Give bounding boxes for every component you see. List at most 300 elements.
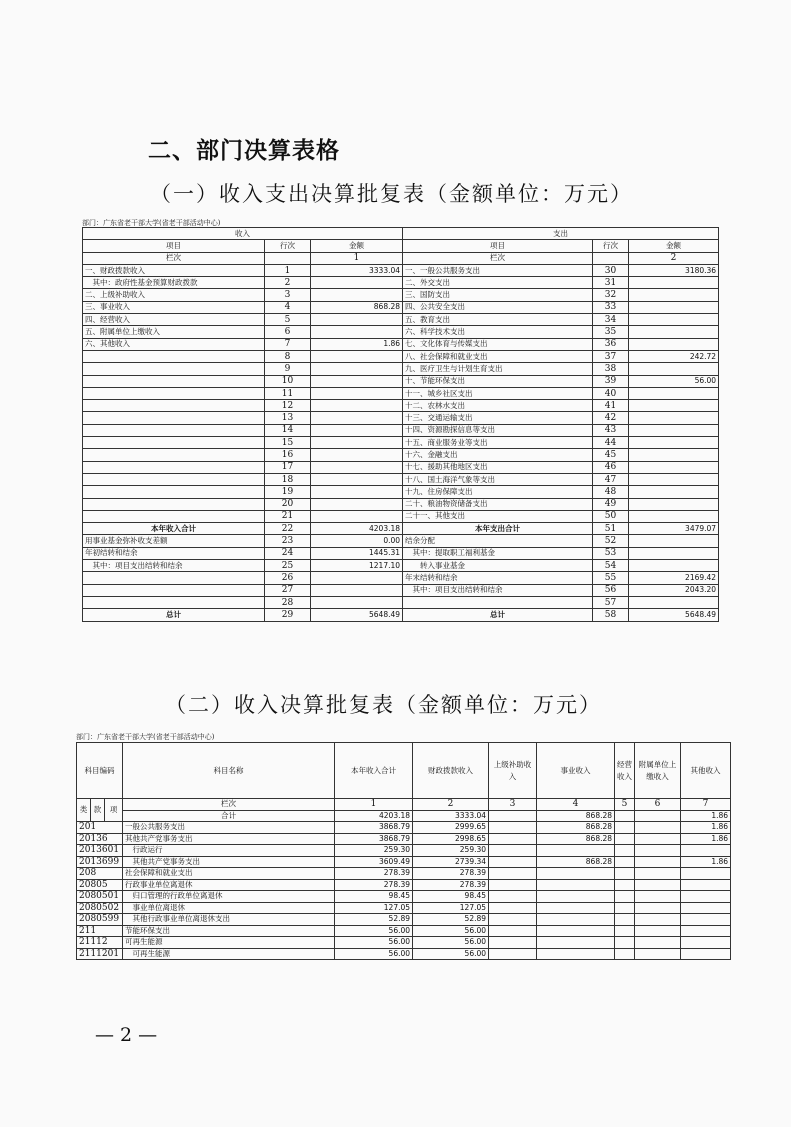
subject-code: 2111201 — [77, 948, 123, 960]
table-cell: 用事业基金弥补收支差额 — [83, 535, 265, 547]
header-subject-code: 科目编码 — [77, 743, 123, 799]
table-cell: 一、财政拨款收入 — [83, 264, 265, 276]
amount-cell — [615, 902, 635, 914]
table-cell — [83, 584, 265, 596]
table-cell: 1445.31 — [311, 547, 403, 559]
table-cell — [311, 363, 403, 375]
table-cell: 27 — [265, 584, 311, 596]
amount-cell — [681, 925, 731, 937]
income-table — [76, 742, 731, 960]
subject-name: 可再生能源 — [123, 948, 335, 960]
amount-cell — [615, 879, 635, 891]
total-cell: 3333.04 — [413, 810, 489, 822]
table-cell: 56 — [593, 584, 629, 596]
table-row — [83, 473, 719, 485]
table-cell: 35 — [593, 326, 629, 338]
amount-cell — [615, 937, 635, 949]
total-cell: 868.28 — [537, 810, 615, 822]
table-row — [77, 937, 731, 949]
table-cell: 十八、国土海洋气象等支出 — [403, 473, 593, 485]
amount-cell — [635, 937, 681, 949]
table-cell: 28 — [265, 596, 311, 608]
table-row — [83, 510, 719, 522]
amount-cell — [681, 914, 731, 926]
amount-cell: 2998.65 — [413, 833, 489, 845]
header-subject-name: 科目名称 — [123, 743, 335, 799]
table-cell: 34 — [593, 314, 629, 326]
amount-cell — [537, 925, 615, 937]
amount-cell — [635, 868, 681, 880]
amount-cell — [489, 914, 537, 926]
table-cell — [629, 301, 719, 313]
table-row — [83, 289, 719, 301]
amount-cell: 868.28 — [537, 822, 615, 834]
table-cell — [311, 375, 403, 387]
table-cell: 39 — [593, 375, 629, 387]
amount-cell — [537, 948, 615, 960]
subject-name: 节能环保支出 — [123, 925, 335, 937]
table-cell: 33 — [593, 301, 629, 313]
subject-code: 201 — [77, 822, 123, 834]
subject-name: 其他共产党事务支出 — [123, 856, 335, 868]
table-cell: 16 — [265, 449, 311, 461]
table-cell: 26 — [265, 572, 311, 584]
amount-cell — [635, 879, 681, 891]
amount-cell — [615, 833, 635, 845]
amount-cell — [489, 925, 537, 937]
amount-cell — [615, 891, 635, 903]
table-cell — [403, 596, 593, 608]
table-cell: 5648.49 — [629, 609, 719, 621]
table-cell: 10 — [265, 375, 311, 387]
table-cell — [311, 572, 403, 584]
table-row — [83, 264, 719, 276]
amount-cell: 56.00 — [413, 948, 489, 960]
table-cell — [83, 498, 265, 510]
table-cell: 十一、城乡社区支出 — [403, 387, 593, 399]
subject-name: 可再生能源 — [123, 937, 335, 949]
col-number: 7 — [681, 799, 731, 811]
table2-title: （二）收入决算批复表（金额单位：万元） — [165, 693, 602, 717]
subject-code: 211 — [77, 925, 123, 937]
amount-cell — [489, 902, 537, 914]
table1-department: 部门：广东省老干部大学(省老干部活动中心) — [82, 219, 221, 227]
table-cell — [629, 461, 719, 473]
subject-code: 208 — [77, 868, 123, 880]
table-row — [77, 868, 731, 880]
table-row — [83, 375, 719, 387]
table-cell — [83, 424, 265, 436]
table-row — [83, 547, 719, 559]
table-cell: 12 — [265, 400, 311, 412]
sub-header-kuan: 款 — [91, 799, 105, 822]
table-cell: 十二、农林水支出 — [403, 400, 593, 412]
table-row — [83, 584, 719, 596]
amount-cell — [635, 891, 681, 903]
col-item: 项目 — [403, 240, 593, 252]
table-cell: 三、国防支出 — [403, 289, 593, 301]
subject-name: 行政运行 — [123, 845, 335, 857]
expense-header: 支出 — [403, 228, 719, 240]
amount-cell — [635, 948, 681, 960]
amount-cell: 127.05 — [335, 902, 413, 914]
amount-cell — [489, 868, 537, 880]
table-cell: 3333.04 — [311, 264, 403, 276]
amount-cell: 259.30 — [335, 845, 413, 857]
table-cell — [629, 424, 719, 436]
table-cell — [83, 437, 265, 449]
table-cell: 56.00 — [629, 375, 719, 387]
amount-cell — [635, 856, 681, 868]
table-cell: 转入事业基金 — [403, 560, 593, 572]
header-superior: 上级补助收入 — [489, 743, 537, 799]
col-amount: 金额 — [629, 240, 719, 252]
amount-cell — [635, 925, 681, 937]
table-cell — [311, 596, 403, 608]
amount-cell — [615, 948, 635, 960]
amount-cell: 278.39 — [413, 868, 489, 880]
amount-cell: 3868.79 — [335, 833, 413, 845]
table-cell — [629, 412, 719, 424]
amount-cell: 52.89 — [335, 914, 413, 926]
table-cell: 5648.49 — [311, 609, 403, 621]
amount-cell — [489, 833, 537, 845]
col-number: 4 — [537, 799, 615, 811]
subject-name: 事业单位离退休 — [123, 902, 335, 914]
table-cell: 57 — [593, 596, 629, 608]
amount-cell — [489, 822, 537, 834]
table-cell — [311, 277, 403, 289]
table-cell — [311, 473, 403, 485]
table-cell: 1217.10 — [311, 560, 403, 572]
table-cell — [629, 560, 719, 572]
amount-cell: 1.86 — [681, 833, 731, 845]
amount-cell — [681, 868, 731, 880]
table-row — [77, 925, 731, 937]
header-operating: 经营收入 — [615, 743, 635, 799]
amount-cell: 278.39 — [335, 868, 413, 880]
amount-cell — [489, 879, 537, 891]
header-business: 事业收入 — [537, 743, 615, 799]
table-cell — [311, 424, 403, 436]
table-row — [83, 338, 719, 350]
subject-name: 其他共产党事务支出 — [123, 833, 335, 845]
table-cell — [311, 461, 403, 473]
table-row — [77, 948, 731, 960]
amount-cell — [635, 902, 681, 914]
table-cell: 六、其他收入 — [83, 338, 265, 350]
amount-cell — [537, 914, 615, 926]
amount-cell — [537, 845, 615, 857]
table-cell — [629, 596, 719, 608]
table-cell: 13 — [265, 412, 311, 424]
header-other: 其他收入 — [681, 743, 731, 799]
table-row — [77, 822, 731, 834]
table-cell: 2 — [265, 277, 311, 289]
table-cell: 25 — [265, 560, 311, 572]
subject-code: 2013699 — [77, 856, 123, 868]
table-row — [83, 277, 719, 289]
table-cell: 32 — [593, 289, 629, 301]
table-cell: 7 — [265, 338, 311, 350]
table-cell: 1 — [265, 264, 311, 276]
table-row — [83, 400, 719, 412]
table-cell: 40 — [593, 387, 629, 399]
table-cell: 二、上级补助收入 — [83, 289, 265, 301]
table-cell: 43 — [593, 424, 629, 436]
table-cell: 18 — [265, 473, 311, 485]
table-cell — [311, 510, 403, 522]
table-row — [83, 437, 719, 449]
amount-cell — [489, 856, 537, 868]
table-cell: 其中：政府性基金预算财政拨款 — [83, 277, 265, 289]
table-cell: 七、文化体育与传媒支出 — [403, 338, 593, 350]
col-row: 行次 — [265, 240, 311, 252]
table-row — [83, 424, 719, 436]
amount-cell — [489, 948, 537, 960]
table-row — [83, 535, 719, 547]
table-cell — [311, 289, 403, 301]
subject-name: 行政事业单位离退休 — [123, 879, 335, 891]
table-cell: 49 — [593, 498, 629, 510]
amount-cell — [615, 925, 635, 937]
table-cell — [311, 314, 403, 326]
amount-cell — [537, 879, 615, 891]
amount-cell — [681, 891, 731, 903]
table-cell — [83, 461, 265, 473]
amount-cell — [681, 948, 731, 960]
table-cell: 一、一般公共服务支出 — [403, 264, 593, 276]
table-cell — [83, 350, 265, 362]
table-cell: 九、医疗卫生与计划生育支出 — [403, 363, 593, 375]
amount-cell — [635, 822, 681, 834]
table-cell — [629, 387, 719, 399]
table-cell — [629, 449, 719, 461]
table-cell — [629, 535, 719, 547]
table-cell — [629, 547, 719, 559]
table-row — [77, 833, 731, 845]
amount-cell — [537, 902, 615, 914]
table-cell: 总计 — [83, 609, 265, 621]
table-cell — [83, 572, 265, 584]
amount-cell — [615, 914, 635, 926]
amount-cell: 2999.65 — [413, 822, 489, 834]
amount-cell — [615, 845, 635, 857]
amount-cell: 278.39 — [335, 879, 413, 891]
table-row — [83, 363, 719, 375]
amount-cell: 56.00 — [413, 937, 489, 949]
table-cell: 15 — [265, 437, 311, 449]
table-row — [83, 387, 719, 399]
table-cell — [311, 584, 403, 596]
header-fiscal: 财政拨款收入 — [413, 743, 489, 799]
table-cell: 58 — [593, 609, 629, 621]
table-cell: 二、外交支出 — [403, 277, 593, 289]
table-cell: 八、社会保障和就业支出 — [403, 350, 593, 362]
table-row — [83, 523, 719, 535]
table-cell: 4203.18 — [311, 523, 403, 535]
table-cell: 五、附属单位上缴收入 — [83, 326, 265, 338]
table-cell: 55 — [593, 572, 629, 584]
total-cell — [615, 810, 635, 822]
amount-cell — [489, 845, 537, 857]
table-cell: 总计 — [403, 609, 593, 621]
total-cell: 1.86 — [681, 810, 731, 822]
table-cell — [311, 350, 403, 362]
table-cell: 50 — [593, 510, 629, 522]
table-cell: 本年支出合计 — [403, 523, 593, 535]
subject-code: 20136 — [77, 833, 123, 845]
table-row — [83, 314, 719, 326]
table-cell: 年末结转和结余 — [403, 572, 593, 584]
lanci-label: 栏次 — [123, 799, 335, 811]
table-cell: 21 — [265, 510, 311, 522]
table2-department: 部门：广东省老干部大学(省老干部活动中心) — [76, 733, 215, 741]
table-cell: 其中：项目支出结转和结余 — [403, 584, 593, 596]
table-cell — [311, 387, 403, 399]
table-row — [77, 845, 731, 857]
table-cell: 47 — [593, 473, 629, 485]
income-expense-table — [82, 227, 719, 622]
table-cell: 十四、资源勘探信息等支出 — [403, 424, 593, 436]
table-row — [77, 856, 731, 868]
table-cell — [629, 498, 719, 510]
table-cell: 46 — [593, 461, 629, 473]
subject-code: 2080502 — [77, 902, 123, 914]
col-number: 3 — [489, 799, 537, 811]
table-cell — [629, 314, 719, 326]
table-cell: 3479.07 — [629, 523, 719, 535]
table-row — [83, 461, 719, 473]
table-cell — [629, 473, 719, 485]
table-cell — [311, 449, 403, 461]
amount-cell — [681, 879, 731, 891]
amount-cell — [537, 868, 615, 880]
amount-cell — [681, 937, 731, 949]
table-row — [77, 902, 731, 914]
subject-code: 21112 — [77, 937, 123, 949]
table-cell — [83, 510, 265, 522]
table-cell: 14 — [265, 424, 311, 436]
table-cell — [629, 486, 719, 498]
table-cell: 二十、粮油物资储备支出 — [403, 498, 593, 510]
header-affiliate: 附属单位上缴收入 — [635, 743, 681, 799]
amount-cell — [615, 868, 635, 880]
table-cell: 3180.36 — [629, 264, 719, 276]
table-row — [77, 879, 731, 891]
table-cell: 42 — [593, 412, 629, 424]
table-cell: 本年收入合计 — [83, 523, 265, 535]
table-cell — [311, 486, 403, 498]
subject-code: 20805 — [77, 879, 123, 891]
table-cell — [311, 498, 403, 510]
table-cell — [629, 277, 719, 289]
amount-cell — [537, 937, 615, 949]
table-cell: 37 — [593, 350, 629, 362]
table-cell: 十七、援助其他地区支出 — [403, 461, 593, 473]
table-cell: 53 — [593, 547, 629, 559]
table-cell: 30 — [593, 264, 629, 276]
table-row — [83, 572, 719, 584]
table-cell: 年初结转和结余 — [83, 547, 265, 559]
table-row — [83, 596, 719, 608]
subject-code: 2013601 — [77, 845, 123, 857]
table-cell: 四、经营收入 — [83, 314, 265, 326]
amount-cell — [537, 891, 615, 903]
amount-cell: 1.86 — [681, 856, 731, 868]
amount-cell: 98.45 — [335, 891, 413, 903]
amount-cell — [635, 914, 681, 926]
table-cell: 868.28 — [311, 301, 403, 313]
amount-cell — [681, 845, 731, 857]
col-number: 5 — [615, 799, 635, 811]
amount-cell — [615, 856, 635, 868]
total-cell: 4203.18 — [335, 810, 413, 822]
table-cell: 2043.20 — [629, 584, 719, 596]
table-row — [83, 560, 719, 572]
table-cell: 24 — [265, 547, 311, 559]
page-number: — 2 — — [95, 1024, 158, 1046]
table-cell: 十九、住房保障支出 — [403, 486, 593, 498]
amount-cell: 56.00 — [335, 925, 413, 937]
col-amount: 金额 — [311, 240, 403, 252]
amount-cell: 56.00 — [335, 937, 413, 949]
amount-cell: 1.86 — [681, 822, 731, 834]
table-row — [83, 326, 719, 338]
amount-cell: 52.89 — [413, 914, 489, 926]
table-row — [77, 914, 731, 926]
amount-cell: 868.28 — [537, 856, 615, 868]
table-cell — [629, 338, 719, 350]
amount-cell: 2739.34 — [413, 856, 489, 868]
sub-header-xiang: 项 — [105, 799, 123, 822]
table-row — [83, 350, 719, 362]
amount-cell: 56.00 — [335, 948, 413, 960]
col-row: 行次 — [593, 240, 629, 252]
table-cell: 52 — [593, 535, 629, 547]
total-label: 合计 — [123, 810, 335, 822]
section-heading: 二、部门决算表格 — [148, 138, 340, 164]
amount-cell: 127.05 — [413, 902, 489, 914]
table-cell — [629, 326, 719, 338]
table-cell — [83, 412, 265, 424]
table-cell — [83, 473, 265, 485]
table-cell: 2169.42 — [629, 572, 719, 584]
table-cell: 48 — [593, 486, 629, 498]
col-number: 1 — [311, 252, 403, 264]
table-cell: 十三、交通运输支出 — [403, 412, 593, 424]
subject-name: 其他行政事业单位离退休支出 — [123, 914, 335, 926]
col-number: 1 — [335, 799, 413, 811]
table-cell: 54 — [593, 560, 629, 572]
table-cell — [83, 449, 265, 461]
table-cell: 20 — [265, 498, 311, 510]
table-cell: 十五、商业服务业等支出 — [403, 437, 593, 449]
amount-cell — [489, 937, 537, 949]
col-item: 项目 — [83, 240, 265, 252]
table-row — [83, 486, 719, 498]
table-row — [83, 498, 719, 510]
table-cell: 三、事业收入 — [83, 301, 265, 313]
amount-cell: 3868.79 — [335, 822, 413, 834]
table-cell: 242.72 — [629, 350, 719, 362]
subject-name: 一般公共服务支出 — [123, 822, 335, 834]
col-number: 6 — [635, 799, 681, 811]
amount-cell: 3609.49 — [335, 856, 413, 868]
table-cell — [311, 412, 403, 424]
subject-code: 2080599 — [77, 914, 123, 926]
table-cell: 9 — [265, 363, 311, 375]
